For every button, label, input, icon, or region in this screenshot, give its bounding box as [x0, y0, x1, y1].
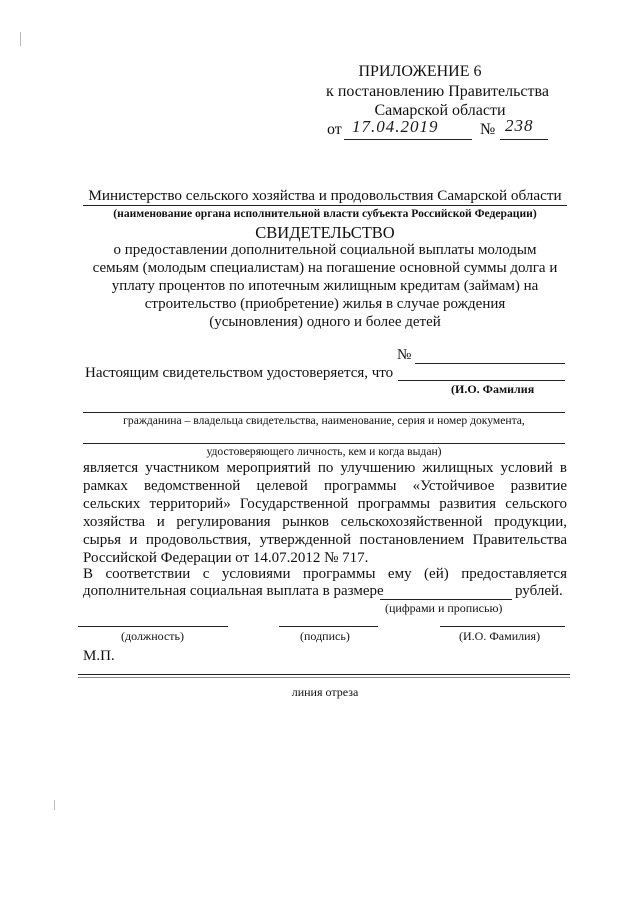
body-para1-line1: является участником мероприятий по улучшению жилищных условий в — [83, 460, 567, 476]
ministry-caption: (наименование органа исполнительной власти субъекта Российской Федерации) — [113, 207, 537, 220]
signer-fio-caption: (И.О. Фамилия) — [459, 629, 541, 643]
signature-field[interactable] — [279, 626, 378, 627]
identity-caption: удостоверяющего личность, кем и когда выдан) — [206, 445, 442, 458]
certificate-subtitle-5: (усыновления) одного и более детей — [209, 314, 441, 330]
certificate-subtitle-1: о предоставлении дополнительной социальной выплаты молодым — [113, 242, 537, 258]
body-para1-line3: сельских территорий» Государственной программы развития сельского — [83, 496, 567, 512]
appendix-number-prefix: № — [480, 121, 496, 138]
citizen-caption: гражданина – владельца свидетельства, наименование, серия и номер документа, — [123, 414, 525, 427]
signer-name-field[interactable] — [440, 626, 565, 627]
amount-field[interactable] — [380, 599, 512, 600]
appendix-line1: к постановлению Правительства — [326, 83, 549, 100]
body-para2-line1: В соответствии с условиями программы ему (ей) предоставляется — [83, 566, 567, 582]
certificate-subtitle-3: уплату процентов по ипотечным жилищным кредитам (займам) на — [111, 278, 539, 294]
citizen-document-field[interactable] — [83, 412, 565, 413]
cut-line — [78, 674, 570, 675]
certificate-title: СВИДЕТЕЛЬСТВО — [255, 223, 395, 242]
body-para2-prefix: дополнительная социальная выплата в размере — [83, 583, 384, 599]
ministry-name: Министерство сельского хозяйства и продовольствия Самарской области — [88, 187, 562, 204]
certificate-subtitle-4: строительство (приобретение) жилья в случае рождения — [144, 296, 506, 312]
appendix-number-handwritten: 238 — [505, 116, 534, 135]
body-para2-suffix: рублей. — [515, 583, 563, 599]
body-para1-line4: хозяйства и регулирования рынков сельскохозяйственной продукции, — [83, 514, 567, 530]
holder-name-field[interactable] — [398, 380, 565, 381]
certificate-number-field[interactable] — [415, 363, 565, 364]
appendix-title: ПРИЛОЖЕНИЕ 6 — [358, 63, 482, 80]
number-underline — [500, 139, 548, 140]
body-para1-line6: Российской Федерации от 14.07.2012 № 717. — [83, 550, 369, 566]
position-field[interactable] — [78, 626, 228, 627]
scan-artifact-bottom — [54, 800, 55, 810]
ministry-underline — [83, 205, 567, 206]
date-underline — [344, 139, 472, 140]
certificate-subtitle-2: семьям (молодым специалистам) на погашение основной суммы долга и — [92, 260, 558, 276]
body-para1-line5: сырья и продовольствия, утвержденной постановлением Правительства — [83, 532, 567, 548]
number-label: № — [397, 347, 412, 363]
amount-caption: (цифрами и прописью) — [385, 601, 503, 615]
position-caption: (должность) — [121, 629, 184, 643]
fio-caption: (И.О. Фамилия — [451, 382, 535, 396]
appendix-line2: Самарской области — [374, 102, 506, 119]
certify-text: Настоящим свидетельством удостоверяется, что — [85, 365, 394, 381]
seal-label: М.П. — [83, 648, 115, 664]
scan-artifact-top — [20, 32, 21, 46]
cut-line-label: линия отреза — [291, 685, 359, 699]
appendix-date-prefix: от — [327, 121, 342, 138]
appendix-date-handwritten: 17.04.2019 — [352, 117, 439, 136]
signature-caption: (подпись) — [300, 629, 350, 643]
body-para1-line2: рамках ведомственной целевой программы «Устойчивое развитие — [83, 478, 567, 494]
identity-document-field[interactable] — [83, 443, 565, 444]
cut-line-second — [78, 677, 570, 678]
